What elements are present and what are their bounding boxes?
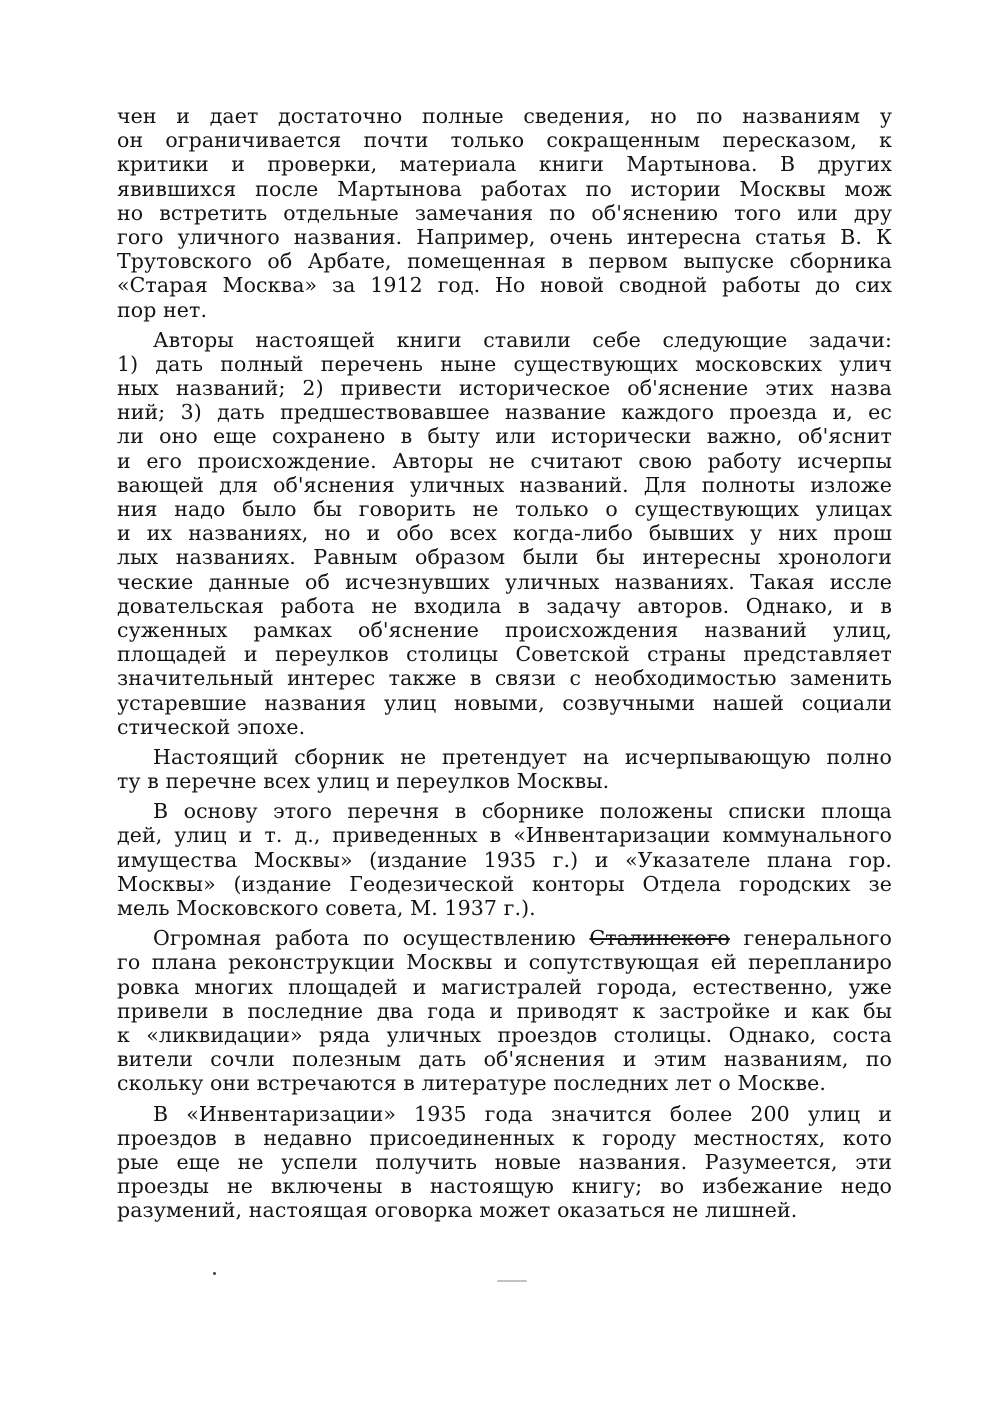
text-line: ний; 3) дать предшествовавшее название каждого проезда и, ес [117, 400, 892, 425]
text-line: рые еще не успели получить новые названия. Разумеется, эти [117, 1149, 892, 1174]
scan-smudge [497, 1280, 527, 1282]
text-line: ния надо было бы говорить не только о существующих улицах [117, 497, 892, 521]
text-line: вители сочли полезным дать об'яснения и этим названиям, по [117, 1047, 892, 1072]
scan-speck [213, 1272, 216, 1275]
text-line: имущества Москвы» (издание 1935 г.) и «Указателе плана гор. [117, 847, 892, 872]
text-line: мель Московского совета, М. 1937 г.). [117, 896, 536, 920]
text-line: разумений, настоящая оговорка может оказаться не лишней. [117, 1198, 798, 1223]
text-line: критики и проверки, материала книги Мартынова. В других [117, 152, 892, 177]
text-line: го плана реконструкции Москвы и сопутствующая ей перепланиро [117, 950, 892, 975]
text-line: привели в последние два года и приводят к застройке и как бы [117, 998, 892, 1023]
paragraph-2 [117, 328, 892, 739]
text-line: и его происхождение. Авторы не считают свою работу исчерпы [117, 448, 892, 473]
text-line: значительный интерес также в связи с необходимостью заменить [117, 666, 892, 691]
text-line: гого уличного названия. Например, очень интересна статья В. К [117, 224, 892, 249]
text-line: Москвы» (издание Геодезической конторы Отдела городских зе [117, 871, 892, 896]
paragraph-5 [117, 926, 892, 1095]
text-line: «Старая Москва» за 1912 год. Но новой сводной работы до сих [117, 273, 892, 298]
text-line: стической эпохе. [117, 714, 306, 739]
text-line: ли оно еще сохранено в быту или исторически важно, об'яснит [117, 424, 892, 449]
text-line: площадей и переулков столицы Советской страны представляет [117, 642, 892, 667]
text-line: В «Инвентаризации» 1935 года значится более 200 улиц и [153, 1101, 892, 1126]
text-line: к «ликвидации» ряда уличных проездов столицы. Однако, соста [117, 1022, 892, 1047]
text-line: Трутовского об Арбате, помещенная в первом выпуске сборника [117, 249, 892, 274]
text-line: Настоящий сборник не претендует на исчерпывающую полно [153, 744, 892, 769]
text-line: ческие данные об исчезнувших уличных названиях. Такая иссле [117, 569, 892, 594]
paragraph-6 [117, 1102, 892, 1223]
text-line: проезды не включены в настоящую книгу; во избежание недо [117, 1174, 892, 1199]
paragraph-4 [117, 799, 892, 920]
text-line: чен и дает достаточно полные сведения, но по названиям у [117, 104, 892, 128]
text-line-with-strikethrough [117, 926, 892, 950]
text-line: проездов в недавно присоединенных к городу местностях, кото [117, 1125, 892, 1150]
text-line: довательская работа не входила в задачу авторов. Однако, и в [117, 593, 892, 618]
line-segment: Огромная работа по осуществлению [153, 926, 590, 951]
text-line: вающей для об'яснения уличных названий. Для полноты изложе [117, 472, 892, 497]
text-line: суженных рамках об'яснение происхождения названий улиц, [117, 617, 892, 642]
text-line: он ограничивается почти только сокращенным пересказом, к [117, 128, 892, 153]
struck-out-word: Сталинского [589, 926, 730, 951]
text-line: скольку они встречаются в литературе последних лет о Москве. [117, 1071, 826, 1096]
text-line: и их названиях, но и обо всех когда-либо бывших у них прош [117, 521, 892, 546]
text-line: ных названий; 2) привести историческое об'яснение этих назва [117, 376, 892, 401]
line-segment: генерального [729, 926, 892, 951]
paragraph-1 [117, 104, 892, 322]
text-line: 1) дать полный перечень ныне существующих московских улич [117, 351, 892, 376]
text-line: дей, улиц и т. д., приведенных в «Инвентаризации коммунального [117, 823, 892, 848]
text-line: ту в перечне всех улиц и переулков Москвы. [117, 769, 610, 794]
text-line: пор нет. [117, 297, 208, 322]
text-line: лых названиях. Равным образом были бы интересны хронологи [117, 545, 892, 570]
text-line: устаревшие названия улиц новыми, созвучными нашей социали [117, 690, 892, 715]
text-line: явившихся после Мартынова работах по истории Москвы мож [117, 176, 892, 201]
text-line: но встретить отдельные замечания по об'яснению того или дру [117, 200, 892, 225]
paragraph-3 [117, 745, 892, 793]
text-line: ровка многих площадей и магистралей города, естественно, уже [117, 974, 892, 999]
text-line: Авторы настоящей книги ставили себе следующие задачи: [153, 327, 892, 352]
document-page [117, 104, 892, 1228]
text-line: В основу этого перечня в сборнике положены списки площа [153, 799, 892, 824]
